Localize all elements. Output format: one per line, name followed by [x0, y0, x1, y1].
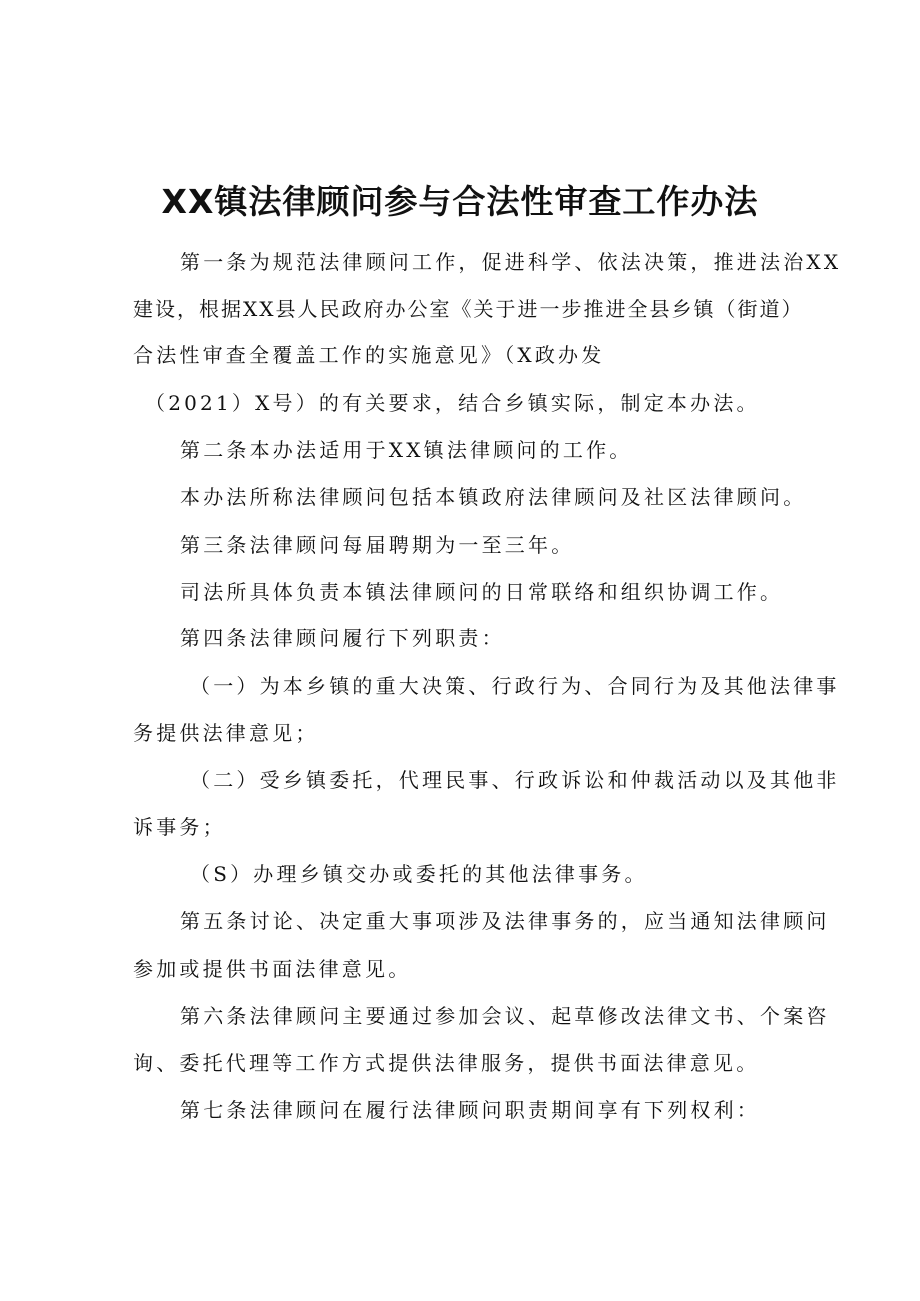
- text-line-19: 第七条法律顾问在履行法律顾问职责期间享有下列权利：: [180, 1098, 760, 1122]
- document-title: XX镇法律顾问参与合法性审查工作办法: [161, 182, 759, 221]
- text-line-12: （二）受乡镇委托，代理民事、行政诉讼和仲裁活动以及其他非: [190, 768, 840, 792]
- text-line-3: 合法性审查全覆盖工作的实施意见》（X政办发: [133, 343, 605, 367]
- text-line-15: 第五条讨论、决定重大事项涉及法律事务的，应当通知法律顾问: [180, 909, 830, 933]
- text-line-2: 建设，根据XX县人民政府办公室《关于进一步推进全县乡镇（街道）: [133, 297, 804, 321]
- text-line-14: （S）办理乡镇交办或委托的其他法律事务。: [190, 862, 648, 886]
- text-line-6: 本办法所称法律顾问包括本镇政府法律顾问及社区法律顾问。: [180, 485, 807, 509]
- text-line-17: 第六条法律顾问主要通过参加会议、起草修改法律文书、个案咨: [180, 1004, 830, 1028]
- text-line-10: （一）为本乡镇的重大决策、行政行为、合同行为及其他法律事: [190, 674, 840, 698]
- text-line-4: （2021）X号）的有关要求，结合乡镇实际，制定本办法。: [145, 391, 760, 415]
- text-line-5: 第二条本办法适用于XX镇法律顾问的工作。: [180, 438, 633, 462]
- text-line-11: 务提供法律意见；: [133, 721, 319, 745]
- text-line-18: 询、委托代理等工作方式提供法律服务，提供书面法律意见。: [133, 1051, 760, 1075]
- text-line-16: 参加或提供书面法律意见。: [133, 957, 412, 981]
- text-line-7: 第三条法律顾问每届聘期为一至三年。: [180, 533, 575, 557]
- text-line-8: 司法所具体负责本镇法律顾问的日常联络和组织协调工作。: [180, 580, 784, 604]
- text-line-9: 第四条法律顾问履行下列职责：: [180, 626, 505, 650]
- text-line-1: 第一条为规范法律顾问工作，促进科学、依法决策，推进法治XX: [180, 250, 842, 274]
- text-line-13: 诉事务；: [133, 815, 226, 839]
